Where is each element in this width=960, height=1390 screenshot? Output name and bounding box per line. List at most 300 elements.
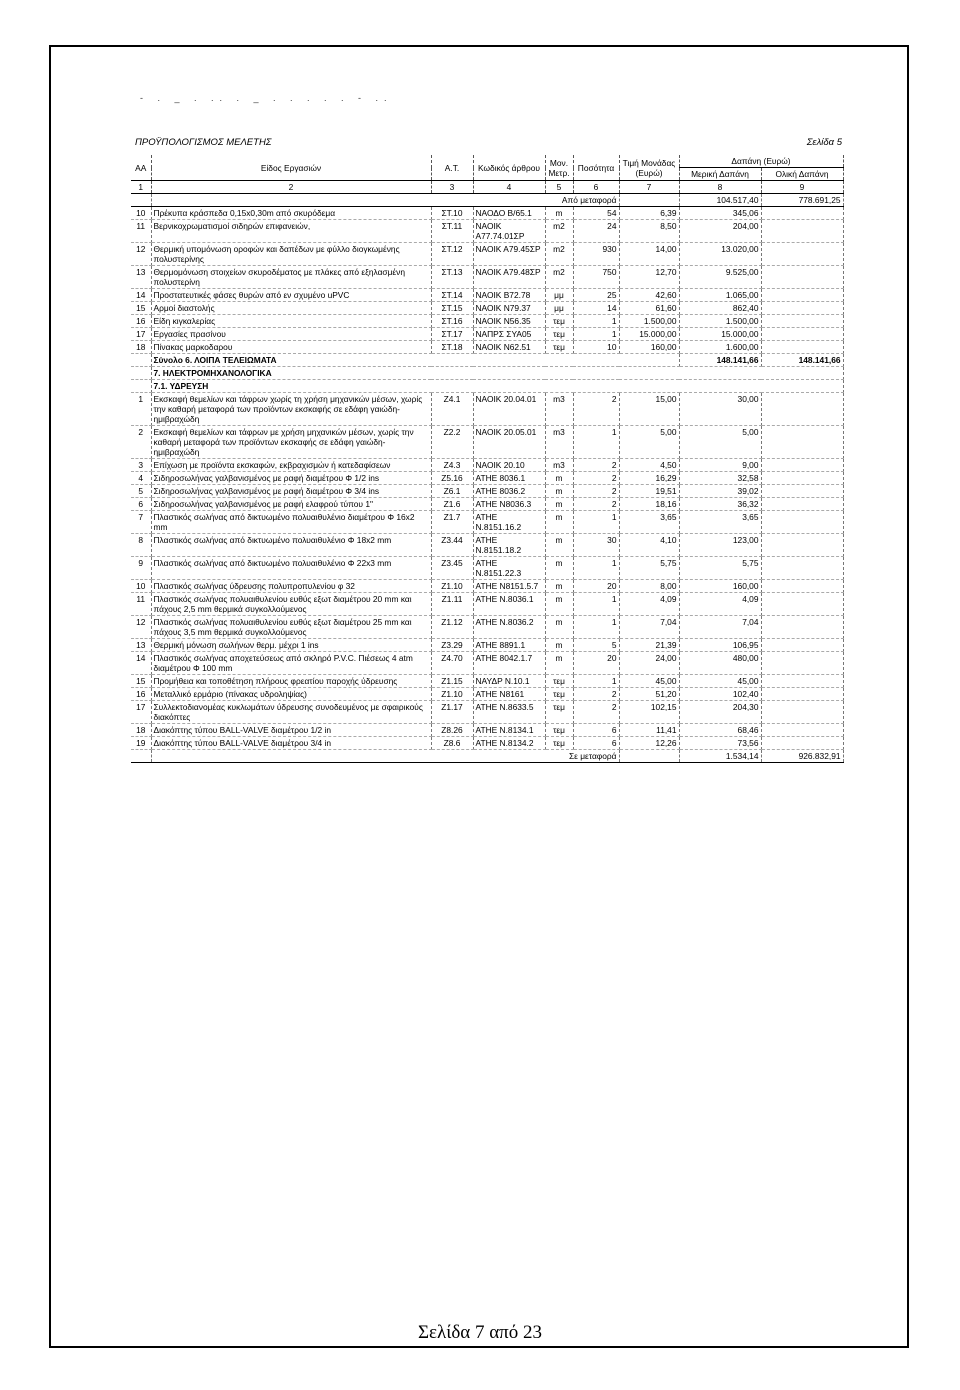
item-partial-cost: 3,65	[679, 511, 761, 534]
col-aa: ΑΑ	[131, 155, 151, 181]
carry-out-partial: 1.534,14	[679, 750, 761, 763]
carry-in-label: Από μεταφορά	[151, 194, 619, 207]
item-code: ΑΤΗΕ Ν.8633.5	[473, 701, 545, 724]
carry-in-row	[131, 194, 843, 207]
table-row	[131, 652, 843, 675]
column-number: 3	[431, 181, 473, 194]
item-unit-price: 51,20	[619, 688, 679, 701]
item-description: Εργασίες πρασίνου	[151, 328, 431, 341]
item-at: Ζ5.16	[431, 472, 473, 485]
table-row	[131, 675, 843, 688]
item-description: Εκσκαφή θεμελίων και τάφρων χωρίς τη χρήση μηχανικών μέσων, χωρίς την καθαρή μεταφορά των προϊόντων εκσκαφής σε εδάφη γαιώδη-ημιβραχώδη	[151, 393, 431, 426]
col-code: Κωδικός άρθρου	[473, 155, 545, 181]
item-unit-price: 61,60	[619, 302, 679, 315]
item-partial-cost: 15.000,00	[679, 328, 761, 341]
subtotal-row	[131, 354, 843, 367]
item-at: Ζ1.17	[431, 701, 473, 724]
carry-out-total: 926.832,91	[761, 750, 843, 763]
item-partial-cost: 5,00	[679, 426, 761, 459]
item-total-cost	[761, 498, 843, 511]
column-number: 7	[619, 181, 679, 194]
item-quantity: 30	[573, 534, 619, 557]
item-number: 12	[131, 616, 151, 639]
item-at: Ζ1.12	[431, 616, 473, 639]
item-number: 15	[131, 302, 151, 315]
item-total-cost	[761, 639, 843, 652]
item-at: Ζ3.45	[431, 557, 473, 580]
section-7-1-row	[131, 380, 843, 393]
item-quantity: 20	[573, 652, 619, 675]
item-partial-cost: 73,56	[679, 737, 761, 750]
subtotal-total: 148.141,66	[761, 354, 843, 367]
item-description: Αρμοί διαστολής	[151, 302, 431, 315]
item-description: Προμήθεια και τοποθέτηση πλήρους φρεατίου παροχής ύδρευσης	[151, 675, 431, 688]
item-code: ΑΤΗΕ Ν8036.3	[473, 498, 545, 511]
item-partial-cost: 862,40	[679, 302, 761, 315]
budget-table	[131, 155, 844, 763]
col-partial: Μερική Δαπάνη	[679, 168, 761, 181]
table-row	[131, 207, 843, 220]
document-title: ΠΡΟΫΠΟΛΟΓΙΣΜΟΣ ΜΕΛΕΤΗΣ	[135, 137, 272, 148]
item-quantity: 2	[573, 459, 619, 472]
item-total-cost	[761, 688, 843, 701]
col-price: Τιμή Μονάδας (Ευρώ)	[619, 155, 679, 181]
table-row	[131, 426, 843, 459]
section-7-row	[131, 367, 843, 380]
item-unit-price: 4,09	[619, 593, 679, 616]
table-row	[131, 593, 843, 616]
item-number: 11	[131, 593, 151, 616]
carry-out-row	[131, 750, 843, 763]
item-unit-price: 3,65	[619, 511, 679, 534]
item-number: 9	[131, 557, 151, 580]
item-unit: τεμ	[545, 315, 573, 328]
item-quantity: 1	[573, 557, 619, 580]
item-description: Επίχωση με προϊόντα εκσκαφών, εκβραχισμών ή κατεδαφίσεων	[151, 459, 431, 472]
item-total-cost	[761, 616, 843, 639]
item-quantity: 2	[573, 688, 619, 701]
item-total-cost	[761, 675, 843, 688]
col-unit: Μον. Μετρ.	[545, 155, 573, 181]
item-description: Πλαστικός σωλήνας ύδρευσης πολυπροπυλενίου φ 32	[151, 580, 431, 593]
item-unit: τεμ	[545, 688, 573, 701]
table-row	[131, 472, 843, 485]
item-at: ΣΤ.13	[431, 266, 473, 289]
item-code: ΑΤΗΕ Ν.8134.2	[473, 737, 545, 750]
item-partial-cost: 32,58	[679, 472, 761, 485]
item-description: Πλαστικός σωλήνας αποχετεύσεως από σκληρό P.V.C. Πιέσεως 4 atm διαμέτρου Φ 100 mm	[151, 652, 431, 675]
item-quantity: 1	[573, 426, 619, 459]
item-total-cost	[761, 289, 843, 302]
table-row	[131, 701, 843, 724]
item-unit: m	[545, 580, 573, 593]
item-partial-cost: 345,06	[679, 207, 761, 220]
item-partial-cost: 1.065,00	[679, 289, 761, 302]
item-unit-price: 15.000,00	[619, 328, 679, 341]
item-unit: m	[545, 207, 573, 220]
item-description: Διακόπτης τύπου BALL-VALVE διαμέτρου 3/4 in	[151, 737, 431, 750]
table-row	[131, 289, 843, 302]
item-unit: m	[545, 616, 573, 639]
item-unit: m3	[545, 426, 573, 459]
item-total-cost	[761, 511, 843, 534]
table-row	[131, 459, 843, 472]
item-unit-price: 24,00	[619, 652, 679, 675]
item-unit-price: 45,00	[619, 675, 679, 688]
item-total-cost	[761, 485, 843, 498]
table-row	[131, 724, 843, 737]
table-row	[131, 302, 843, 315]
item-code: ΑΤΗΕ Ν8161	[473, 688, 545, 701]
item-number: 14	[131, 652, 151, 675]
item-total-cost	[761, 593, 843, 616]
table-body-b	[131, 393, 843, 750]
col-total: Ολική Δαπάνη	[761, 168, 843, 181]
item-description: Πλαστικός σωλήνας πολυαιθυλενίου ευθύς εξωτ διαμέτρου 25 mm και πάχους 3,5 mm θερμικά συγκολλούμενος	[151, 616, 431, 639]
table-row	[131, 266, 843, 289]
item-code: ΝΑΟΙΚ Ν56.35	[473, 315, 545, 328]
item-quantity: 54	[573, 207, 619, 220]
item-description: Σιδηροσωλήνας γαλβανισμένος με ραφή ελαφρού τύπου 1"	[151, 498, 431, 511]
item-unit: m	[545, 498, 573, 511]
item-code: ΝΑΟΙΚ 20.10	[473, 459, 545, 472]
item-unit: m2	[545, 243, 573, 266]
item-unit-price: 6,39	[619, 207, 679, 220]
item-unit-price: 18,16	[619, 498, 679, 511]
column-number: 6	[573, 181, 619, 194]
item-code: ΝΑΟΔΟ Β/65.1	[473, 207, 545, 220]
item-quantity: 20	[573, 580, 619, 593]
item-at: ΣΤ.11	[431, 220, 473, 243]
item-number: 8	[131, 534, 151, 557]
item-description: Μεταλλικό ερμάριο (πίνακας υδροληψίας)	[151, 688, 431, 701]
item-quantity: 14	[573, 302, 619, 315]
item-at: ΣΤ.17	[431, 328, 473, 341]
item-at: Ζ1.10	[431, 688, 473, 701]
table-row	[131, 498, 843, 511]
item-unit: τεμ	[545, 675, 573, 688]
item-partial-cost: 45,00	[679, 675, 761, 688]
item-partial-cost: 1.500,00	[679, 315, 761, 328]
item-quantity: 930	[573, 243, 619, 266]
item-total-cost	[761, 580, 843, 593]
item-number: 15	[131, 675, 151, 688]
item-quantity: 1	[573, 315, 619, 328]
item-unit-price: 102,15	[619, 701, 679, 724]
table-row	[131, 243, 843, 266]
item-description: Βερνικοχρωματισμοί σιδηρών επιφανειών,	[151, 220, 431, 243]
item-number: 18	[131, 724, 151, 737]
item-description: Πλαστικός σωλήνας από δικτυωμένο πολυαιθυλένιο διαμέτρου Φ 16x2 mm	[151, 511, 431, 534]
item-total-cost	[761, 302, 843, 315]
item-quantity: 24	[573, 220, 619, 243]
item-code: ΝΑΟΙΚ Ν79.37	[473, 302, 545, 315]
table-row	[131, 616, 843, 639]
table-row	[131, 688, 843, 701]
item-unit: τεμ	[545, 328, 573, 341]
item-at: Ζ8.6	[431, 737, 473, 750]
col-type: Είδος Εργασιών	[151, 155, 431, 181]
item-code: ΑΤΗΕ Ν.8151.18.2	[473, 534, 545, 557]
item-total-cost	[761, 393, 843, 426]
item-total-cost	[761, 534, 843, 557]
column-number: 8	[679, 181, 761, 194]
item-partial-cost: 1.600,00	[679, 341, 761, 354]
table-row	[131, 580, 843, 593]
item-number: 16	[131, 688, 151, 701]
item-unit: τεμ	[545, 724, 573, 737]
item-unit-price: 19,51	[619, 485, 679, 498]
item-partial-cost: 9.525,00	[679, 266, 761, 289]
item-code: ΑΤΗΕ Ν.8036.1	[473, 593, 545, 616]
col-cost-group: Δαπάνη (Ευρώ)	[679, 155, 843, 168]
item-code: ΑΤΗΕ Ν.8151.16.2	[473, 511, 545, 534]
item-unit: m2	[545, 220, 573, 243]
column-number: 2	[151, 181, 431, 194]
item-partial-cost: 106,95	[679, 639, 761, 652]
column-number: 4	[473, 181, 545, 194]
item-unit-price: 14,00	[619, 243, 679, 266]
item-number: 4	[131, 472, 151, 485]
item-quantity: 1	[573, 616, 619, 639]
item-description: Πλαστικός σωλήνας πολυαιθυλενίου ευθύς εξωτ διαμέτρου 20 mm και πάχους 2,5 mm θερμικά συγκολλούμενος	[151, 593, 431, 616]
item-unit: τεμ	[545, 737, 573, 750]
item-number: 17	[131, 328, 151, 341]
item-description: Σιδηροσωλήνας γαλβανισμένος με ραφή διαμέτρου Φ 1/2 ins	[151, 472, 431, 485]
item-at: ΣΤ.10	[431, 207, 473, 220]
item-unit: μμ	[545, 302, 573, 315]
item-quantity: 1	[573, 511, 619, 534]
item-unit: m	[545, 511, 573, 534]
item-number: 3	[131, 459, 151, 472]
item-at: Ζ4.3	[431, 459, 473, 472]
item-description: Σιδηροσωλήνας γαλβανισμένος με ραφή διαμέτρου Φ 3/4 ins	[151, 485, 431, 498]
table-row	[131, 534, 843, 557]
item-description: Είδη κιγκαλερίας	[151, 315, 431, 328]
item-quantity: 2	[573, 472, 619, 485]
item-unit-price: 4,50	[619, 459, 679, 472]
item-partial-cost: 102,40	[679, 688, 761, 701]
carry-in-total: 778.691,25	[761, 194, 843, 207]
item-code: ΝΑΟΙΚ Α79.45ΣΡ	[473, 243, 545, 266]
item-total-cost	[761, 220, 843, 243]
item-code: ΑΤΗΕ Ν.8151.22.3	[473, 557, 545, 580]
item-total-cost	[761, 557, 843, 580]
item-unit-price: 160,00	[619, 341, 679, 354]
table-body-subtotal	[131, 354, 843, 393]
table-row	[131, 315, 843, 328]
item-unit: m3	[545, 459, 573, 472]
item-at: Ζ1.11	[431, 593, 473, 616]
item-number: 11	[131, 220, 151, 243]
item-quantity: 5	[573, 639, 619, 652]
col-at: Α.Τ.	[431, 155, 473, 181]
item-code: ΝΑΟΙΚ Α77.74.01ΣΡ	[473, 220, 545, 243]
item-description: Θερμομόνωση στοιχείων σκυροδέματος με πλάκες από εξηλασμένη πολυστερίνη	[151, 266, 431, 289]
item-code: ΝΑΠΡΣ ΣΥΑ05	[473, 328, 545, 341]
item-number: 5	[131, 485, 151, 498]
item-code: ΑΤΗΕ 8036.2	[473, 485, 545, 498]
item-number: 1	[131, 393, 151, 426]
item-description: Προστατευτικές φάσες θυρών από εν σχυμένο uPVC	[151, 289, 431, 302]
item-code: ΝΑΟΙΚ Ν62.51	[473, 341, 545, 354]
table-header	[131, 155, 843, 194]
item-unit: τεμ	[545, 701, 573, 724]
item-number: 2	[131, 426, 151, 459]
item-partial-cost: 7,04	[679, 616, 761, 639]
item-partial-cost: 4,09	[679, 593, 761, 616]
item-quantity: 25	[573, 289, 619, 302]
item-description: Εκσκαφή θεμελίων και τάφρων με χρήση μηχανικών μέσων, χωρίς την καθαρή μεταφορά των προϊόντων εκσκαφής σε εδάφη γαιώδη-ημιβραχώδη	[151, 426, 431, 459]
table-row	[131, 220, 843, 243]
item-at: ΣΤ.14	[431, 289, 473, 302]
item-at: Ζ4.70	[431, 652, 473, 675]
column-numbers-row	[131, 181, 843, 194]
carry-out-label: Σε μεταφορά	[151, 750, 619, 763]
item-unit-price: 11,41	[619, 724, 679, 737]
item-quantity: 2	[573, 393, 619, 426]
item-number: 7	[131, 511, 151, 534]
item-code: ΝΑΟΙΚ Α79.48ΣΡ	[473, 266, 545, 289]
item-description: Πρέκυπα κράσπεδα 0,15x0,30m από σκυρόδεμα	[151, 207, 431, 220]
item-number: 17	[131, 701, 151, 724]
item-description: Πίνακας μαρκοδαρου	[151, 341, 431, 354]
item-unit-price: 5,75	[619, 557, 679, 580]
item-description: Θερμική υπομόνωση οροφών και δαπέδων με φύλλο διογκωμένης πολυστερίνης	[151, 243, 431, 266]
item-quantity: 1	[573, 593, 619, 616]
table-row	[131, 393, 843, 426]
item-unit-price: 7,04	[619, 616, 679, 639]
scan-artifacts: - . _ . .. . _ . . . . . - ..	[140, 93, 393, 103]
item-unit: m	[545, 557, 573, 580]
col-qty: Ποσότητα	[573, 155, 619, 181]
item-quantity: 10	[573, 341, 619, 354]
item-partial-cost: 13.020,00	[679, 243, 761, 266]
item-number: 10	[131, 580, 151, 593]
item-total-cost	[761, 724, 843, 737]
item-code: ΝΑΟΙΚ 20.04.01	[473, 393, 545, 426]
item-code: ΑΤΗΕ 8042.1.7	[473, 652, 545, 675]
item-partial-cost: 204,30	[679, 701, 761, 724]
item-partial-cost: 30,00	[679, 393, 761, 426]
item-number: 16	[131, 315, 151, 328]
item-partial-cost: 39,02	[679, 485, 761, 498]
item-unit: m	[545, 485, 573, 498]
item-number: 19	[131, 737, 151, 750]
table-row	[131, 511, 843, 534]
item-unit-price: 16,29	[619, 472, 679, 485]
item-unit: m2	[545, 266, 573, 289]
item-at: Ζ3.44	[431, 534, 473, 557]
item-total-cost	[761, 472, 843, 485]
item-code: ΝΑΟΙΚ 20.05.01	[473, 426, 545, 459]
item-total-cost	[761, 701, 843, 724]
item-quantity: 6	[573, 724, 619, 737]
item-description: Διακόπτης τύπου BALL-VALVE διαμέτρου 1/2 in	[151, 724, 431, 737]
carry-in-partial: 104.517,40	[679, 194, 761, 207]
item-quantity: 6	[573, 737, 619, 750]
item-unit-price: 42,60	[619, 289, 679, 302]
item-unit: m3	[545, 393, 573, 426]
item-description: Πλαστικός σωλήνας από δικτυωμένο πολυαιθυλένιο Φ 22x3 mm	[151, 557, 431, 580]
subtotal-partial: 148.141,66	[679, 354, 761, 367]
item-total-cost	[761, 266, 843, 289]
item-quantity: 2	[573, 498, 619, 511]
item-total-cost	[761, 652, 843, 675]
table-row	[131, 737, 843, 750]
item-code: ΑΤΗΕ 8891.1	[473, 639, 545, 652]
item-total-cost	[761, 426, 843, 459]
item-partial-cost: 36,32	[679, 498, 761, 511]
item-unit: μμ	[545, 289, 573, 302]
item-unit: m	[545, 534, 573, 557]
item-unit: m	[545, 652, 573, 675]
item-at: ΣΤ.16	[431, 315, 473, 328]
column-number: 9	[761, 181, 843, 194]
column-number: 1	[131, 181, 151, 194]
item-quantity: 750	[573, 266, 619, 289]
item-unit: m	[545, 593, 573, 616]
item-total-cost	[761, 243, 843, 266]
item-number: 10	[131, 207, 151, 220]
item-total-cost	[761, 737, 843, 750]
table-row	[131, 639, 843, 652]
page-footer: Σελίδα 7 από 23	[417, 1322, 543, 1343]
item-number: 18	[131, 341, 151, 354]
item-partial-cost: 9,00	[679, 459, 761, 472]
item-partial-cost: 204,00	[679, 220, 761, 243]
item-unit-price: 8,50	[619, 220, 679, 243]
item-unit-price: 21,39	[619, 639, 679, 652]
item-total-cost	[761, 459, 843, 472]
column-number: 5	[545, 181, 573, 194]
item-at: ΣΤ.15	[431, 302, 473, 315]
item-partial-cost: 160,00	[679, 580, 761, 593]
item-quantity: 2	[573, 701, 619, 724]
item-total-cost	[761, 207, 843, 220]
item-unit-price: 5,00	[619, 426, 679, 459]
item-total-cost	[761, 328, 843, 341]
item-number: 12	[131, 243, 151, 266]
subtotal-label: Σύνολο 6. ΛΟΙΠΑ ΤΕΛΕΙΩΜΑΤΑ	[151, 354, 679, 367]
item-unit: τεμ	[545, 341, 573, 354]
item-at: ΣΤ.18	[431, 341, 473, 354]
document-header	[135, 137, 842, 148]
item-quantity: 2	[573, 485, 619, 498]
item-number: 13	[131, 266, 151, 289]
item-quantity: 1	[573, 328, 619, 341]
item-number: 14	[131, 289, 151, 302]
item-code: ΑΤΗΕ Ν.8036.2	[473, 616, 545, 639]
item-at: Ζ8.26	[431, 724, 473, 737]
item-at: Ζ1.15	[431, 675, 473, 688]
item-partial-cost: 68,46	[679, 724, 761, 737]
table-body-a	[131, 194, 843, 354]
item-unit-price: 4,10	[619, 534, 679, 557]
item-at: Ζ1.6	[431, 498, 473, 511]
item-number: 6	[131, 498, 151, 511]
item-partial-cost: 480,00	[679, 652, 761, 675]
section-7-title: 7. ΗΛΕΚΤΡΟΜΗΧΑΝΟΛΟΓΙΚΑ	[151, 367, 843, 380]
item-at: Ζ1.10	[431, 580, 473, 593]
item-description: Πλαστικός σωλήνας από δικτυωμένο πολυαιθυλένιο Φ 18x2 mm	[151, 534, 431, 557]
item-partial-cost: 123,00	[679, 534, 761, 557]
item-number: 13	[131, 639, 151, 652]
item-unit: m	[545, 639, 573, 652]
item-at: Ζ1.7	[431, 511, 473, 534]
item-code: ΝΑΟΙΚ Β72.78	[473, 289, 545, 302]
item-code: ΑΤΗΕ 8036.1	[473, 472, 545, 485]
